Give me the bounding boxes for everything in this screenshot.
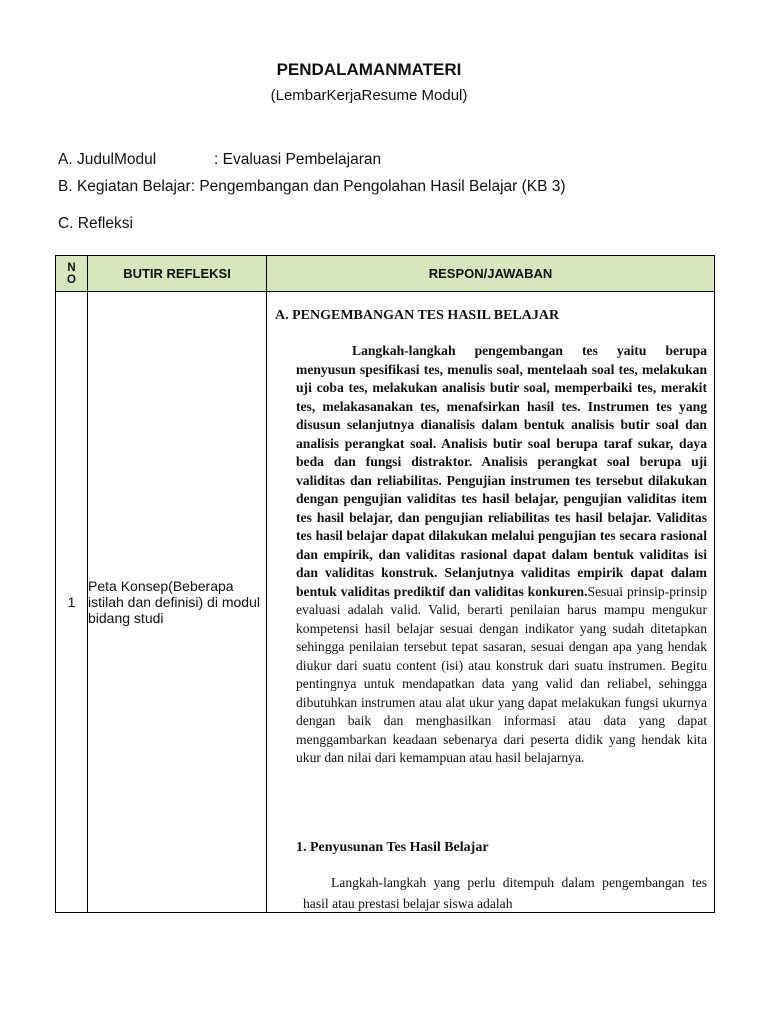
learning-activity-row [58, 178, 566, 196]
header-no [56, 256, 88, 292]
response-paragraph-normal: Sesuai prinsip-prinsip evaluasi adalah valid. Valid, berarti penilaian harus mampu mengukur kompetensi hasil belajar sesuai dengan indikator yang sudah ditetapkan sehingga penilaian tersebut tepat sasaran, sesuai dengan apa yang hendak diukur dari suatu content (isi) atau konstruk dari suatu instrumen. Begitu pentingnya untuk mendapatkan data yang valid dan reliabel, sehingga dibutuhkan instrumen atau alat ukur yang dapat melakukan fungsi ukurnya dengan baik dan menghasilkan informasi atau data yang dapat menggambarkan keadaan sebenarya dari peserta didik yang hendak kita ukur dan nilai dari kemampuan atau hasil belajarnya. [296, 583, 707, 765]
reflection-label: C. Refleksi [58, 215, 133, 232]
module-title-value: : Evaluasi Pembelajaran [214, 151, 382, 168]
page-subtitle: (LembarKerjaResume Modul) [270, 87, 468, 104]
section-heading: A. PENGEMBANGAN TES HASIL BELAJAR [275, 308, 560, 323]
learning-activity-label: B. Kegiatan Belajar [58, 178, 191, 195]
page-title: PENDALAMANMATERI [276, 60, 462, 79]
row-response [267, 292, 715, 913]
reflection-table [55, 255, 715, 913]
header-respon: RESPON/JAWABAN [267, 256, 715, 292]
module-title-label: A. JudulModul [58, 151, 157, 168]
row-number: 1 [56, 292, 88, 913]
row-butir: Peta Konsep(Beberapa istilah dan definisi) di modul bidang studi [88, 292, 267, 913]
subsection-heading: 1. Penyusunan Tes Hasil Belajar [296, 840, 489, 855]
header-butir: BUTIR REFLEKSI [88, 256, 267, 292]
subsection-paragraph [303, 872, 707, 912]
table-row [56, 292, 715, 913]
header-no-line2: O [67, 273, 76, 286]
subsection-paragraph-text: Langkah-langkah yang perlu ditempuh dalam pengembangan tes hasil atau prestasi belajar siswa adalah [303, 875, 707, 911]
learning-activity-value: : Pengembangan dan Pengolahan Hasil Belajar (KB 3) [190, 178, 566, 195]
response-paragraph-bold: Langkah-langkah pengembangan tes yaitu berupa menyusun spesifikasi tes, menulis soal, mentelaah soal tes, melakukan uji coba tes, melakukan analisis butir soal, memperbaiki tes, merakit tes, melakasanakan tes, menafsirkan hasil tes. Instrumen tes yang disusun selanjutnya dianalisis dalam bentuk analisis butir soal dan analisis perangkat soal. Analisis butir soal berupa taraf sukar, daya beda dan fungsi distraktor. Analisis perangkat soal berupa uji validitas dan reliabilitas. Pengujian instrumen tes tersebut dilakukan dengan pengujian validitas tes hasil belajar, pengujian validitas item tes hasil belajar, dan pengujian reliabilitas tes hasil belajar. Validitas tes hasil belajar dapat dilakukan melalui pengujian tes secara rasional dan empirik, dan validitas rasional dapat dalam bentuk validitas isi dan validitas konstruk. Selanjutnya validitas empirik dapat dalam bentuk validitas prediktif dan validitas konkuren. [296, 343, 707, 599]
module-title-row [58, 151, 381, 169]
table-header-row [56, 256, 715, 292]
response-paragraph [296, 342, 707, 768]
header-no-line1: N [67, 261, 76, 274]
